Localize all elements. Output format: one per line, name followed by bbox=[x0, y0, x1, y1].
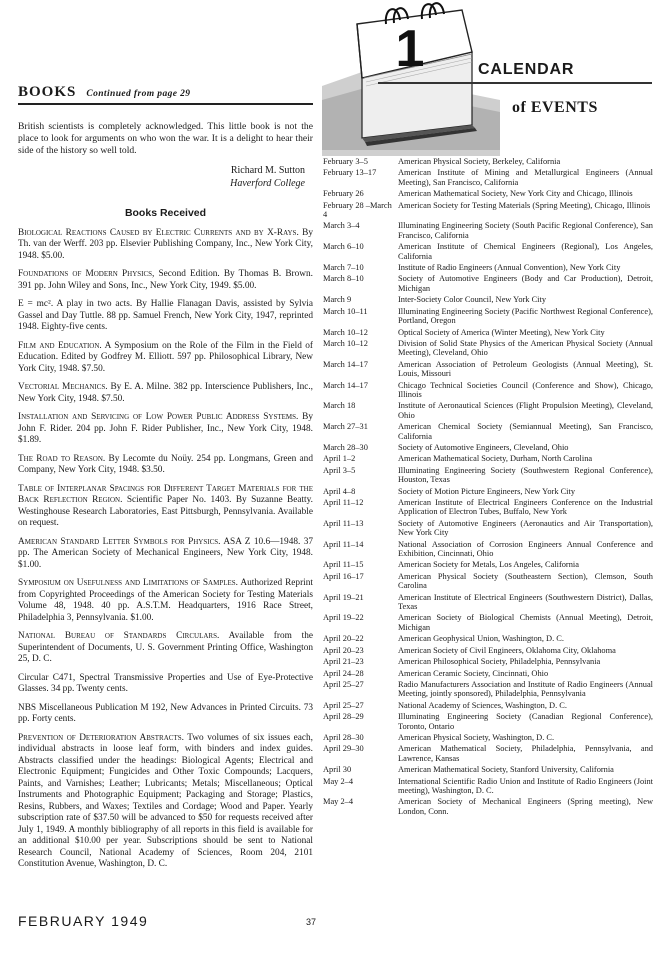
book-entry bbox=[18, 382, 313, 405]
event-date: February 26 bbox=[323, 189, 364, 199]
section-title: BOOKS bbox=[18, 84, 77, 100]
event-date: April 28–30 bbox=[323, 732, 364, 742]
event-row bbox=[323, 712, 653, 731]
event-date: March 9 bbox=[323, 295, 352, 305]
books-received-heading: Books Received bbox=[124, 206, 207, 219]
event-description: American Institute of Electrical Engineers (Southwestern District), Dallas, Texas bbox=[398, 592, 653, 612]
book-entry-details: Circular C471, Spectral Transmissive Properties and Use of Eye-Protective Glasses. 34 pp. Twenty cents. bbox=[18, 672, 313, 695]
book-entry bbox=[18, 412, 313, 447]
event-date: March 8–10 bbox=[323, 274, 364, 284]
event-row bbox=[323, 157, 653, 166]
event-row bbox=[323, 466, 653, 485]
event-description: American Geophysical Union, Washington, D. C. bbox=[398, 634, 564, 644]
book-entry-title: Biological Reactions Caused by Electric Currents and by X-Rays. bbox=[18, 227, 299, 238]
event-row bbox=[323, 221, 653, 240]
book-entry bbox=[18, 228, 313, 263]
book-entry-details: Second Edition. By Thomas B. Brown. 391 pp. John Wiley and Sons, Inc., New York City, 1949. $5.00. bbox=[18, 269, 313, 291]
event-row bbox=[323, 572, 653, 591]
event-description: American Physical Society, Washington, D. C. bbox=[398, 732, 555, 742]
event-description: American Institute of Electrical Engineers Conference on the Industrial Application of Electron Tubes, Buffalo, New York bbox=[398, 498, 653, 517]
book-entry bbox=[18, 454, 313, 477]
event-date: April 25–27 bbox=[323, 700, 364, 710]
book-entry-details: NBS Miscellaneous Publication M 192, New Advances in Printed Circuits. 73 pp. Forty cents. bbox=[18, 702, 313, 725]
event-date: April 21–23 bbox=[323, 657, 364, 667]
event-row bbox=[323, 593, 653, 612]
event-description: American Society of Biological Chemists (Annual Meeting), Detroit, Michigan bbox=[398, 613, 653, 632]
event-row bbox=[323, 168, 653, 187]
event-date: April 28–29 bbox=[323, 712, 364, 722]
book-entry bbox=[18, 341, 313, 376]
calendar-pad-illustration bbox=[322, 0, 500, 156]
book-entry-title: Installation and Servicing of Low Power Public Address Systems. bbox=[18, 412, 299, 423]
event-description: Optical Society of America (Winter Meeting), New York City bbox=[398, 327, 605, 337]
book-entry-title: Film and Education. bbox=[18, 340, 102, 351]
event-description: American Philosophical Society, Philadelphia, Pennsylvania bbox=[398, 657, 601, 667]
event-row bbox=[323, 613, 653, 632]
event-date: April 1–2 bbox=[323, 454, 356, 464]
book-entry-details: By John F. Rider. 204 pp. John F. Rider Publisher, Inc., New York City, 1948. $1.89. bbox=[18, 412, 313, 446]
event-row bbox=[323, 680, 653, 699]
event-date: February 3–5 bbox=[323, 157, 368, 166]
event-description: American Society for Metals, Los Angeles, California bbox=[398, 560, 579, 570]
event-date: April 16–17 bbox=[323, 571, 364, 581]
book-entry bbox=[18, 484, 313, 530]
event-date: March 28–30 bbox=[323, 442, 368, 452]
book-entry bbox=[18, 269, 313, 292]
event-description: National Academy of Sciences, Washington, D. C. bbox=[398, 700, 567, 710]
book-entry-title: Table of Interplanar Spacings for Different Target Materials for the Back Reflection Region. bbox=[18, 483, 313, 506]
book-entry bbox=[18, 537, 313, 572]
book-entry-details: Available from the Superintendent of Documents, U. S. Government Printing Office, Washington 25, D. C. bbox=[18, 631, 314, 665]
event-row bbox=[323, 634, 653, 643]
book-entry-details: Authorized Reprint from Copyrighted Proceedings of the American Society for Testing Materials Volume 48, 1948. 40 pp. A.S.T.M. Headquarters, 1916 Race Street, Philadelphia 3, Pennsylvania. $1.00. bbox=[18, 578, 313, 623]
books-column bbox=[18, 84, 313, 878]
book-entry-title: Foundations of Modern Physics, bbox=[18, 269, 155, 280]
event-date: April 11–14 bbox=[323, 539, 364, 549]
event-row bbox=[323, 657, 653, 666]
event-date: April 19–21 bbox=[323, 592, 364, 602]
event-description: Division of Solid State Physics of the American Physical Society (Annual Meeting), Cleveland, Ohio bbox=[398, 338, 653, 358]
reviewer-affiliation: Haverford College bbox=[230, 177, 305, 189]
event-date: April 29–30 bbox=[323, 744, 364, 754]
event-row bbox=[323, 733, 653, 742]
book-entry-details: Two volumes of six issues each, individual abstracts in loose leaf form, with binders and index guides. Abstracts classified under the headings: Biological Agents; Electrical and Electronic Equipment; Fungicides and Other Toxic Compounds; Lacquers, Paints, and Varnishes; Leather; Lubricants; Metals; Miscellaneous; Optical Instruments and Photographic Equipment; Packaging and Storage; Plastics, Resins, Rubbers, and Waxes; Textiles and Cordage; Wood and Paper. Yearly subscription rate of $37.50 will be advanced to $50 for requests received after July 1, 1949. A monthly bibliography of all reports in this field is available for an additional $10.00 per year. Subscriptions should be sent to National Research Council, National Academy of Sciences, Room 204, 2101 Constitution Avenue, Washington, D. C. bbox=[18, 732, 313, 870]
event-description: Illuminating Engineering Society (Southwestern Regional Conference), Houston, Texas bbox=[398, 465, 653, 485]
event-date: April 4–8 bbox=[323, 486, 356, 496]
event-date: April 19–22 bbox=[323, 613, 364, 623]
event-date: March 10–12 bbox=[323, 327, 368, 337]
event-row bbox=[323, 744, 653, 763]
event-row bbox=[323, 669, 653, 678]
book-entry-title: The Road to Reason. bbox=[18, 453, 106, 464]
event-row bbox=[323, 454, 653, 463]
event-date: April 11–15 bbox=[323, 560, 364, 570]
event-row bbox=[323, 646, 653, 655]
event-row bbox=[323, 540, 653, 559]
event-date: April 11–13 bbox=[323, 518, 364, 528]
event-date: April 3–5 bbox=[323, 465, 356, 475]
event-date: April 30 bbox=[323, 765, 352, 775]
footer-issue-date: FEBRUARY 1949 bbox=[18, 913, 149, 929]
event-description: American Association of Petroleum Geologists (Annual Meeting), St. Louis, Missouri bbox=[398, 359, 653, 379]
book-entry bbox=[18, 673, 313, 696]
event-date: March 18 bbox=[323, 401, 356, 411]
event-date: April 11–12 bbox=[323, 498, 364, 507]
event-date: April 20–23 bbox=[323, 645, 364, 655]
event-row bbox=[323, 443, 653, 452]
event-row bbox=[323, 487, 653, 496]
event-row bbox=[323, 381, 653, 400]
book-entry-details: Scientific Paper No. 1403. By Suzanne Beatty. Westinghouse Research Laboratories, East Pittsburgh, Pennsylvania. Available on request. bbox=[18, 495, 313, 529]
book-entry-title: American Standard Letter Symbols for Physics. bbox=[18, 536, 221, 547]
book-entry-title: National Bureau of Standards Circulars. bbox=[18, 631, 220, 642]
event-date: April 24–28 bbox=[323, 668, 364, 678]
event-date: March 14–17 bbox=[323, 359, 368, 369]
event-row bbox=[323, 701, 653, 710]
event-date: March 10–11 bbox=[323, 306, 368, 316]
event-description: American Mathematical Society, Durham, North Carolina bbox=[398, 454, 593, 464]
intro-paragraph: British scientists is completely acknowledged. This little book is not the place to look for arguments on who won the war. It is a delight to hear their side of the history so well told. bbox=[18, 121, 313, 157]
event-row bbox=[323, 401, 653, 420]
book-entry bbox=[18, 578, 313, 624]
event-description: American Mathematical Society, Stanford University, California bbox=[398, 765, 614, 775]
event-description: American Physical Society (Southeastern Section), Clemson, South Carolina bbox=[398, 571, 653, 591]
event-description: Illuminating Engineering Society (Pacific Northwest Regional Conference), Portland, Oregon bbox=[398, 306, 653, 326]
event-description: American Society of Mechanical Engineers (Spring meeting), New London, Conn. bbox=[398, 797, 653, 816]
page-number: 37 bbox=[306, 917, 317, 927]
event-description: Radio Manufacturers Association and Institute of Radio Engineers (Annual Meeting, jointly sponsored), Philadelphia, Pennsylvania bbox=[398, 679, 653, 699]
event-description: Society of Automotive Engineers (Body and Car Production), Detroit, Michigan bbox=[398, 274, 653, 293]
event-description: American Institute of Mining and Metallurgical Engineers (Annual Meeting), San Francisco, California bbox=[398, 168, 653, 187]
event-date: March 6–10 bbox=[323, 242, 364, 252]
event-date: March 10–12 bbox=[323, 338, 368, 348]
books-received-list bbox=[18, 228, 313, 871]
event-row bbox=[323, 560, 653, 569]
event-date: March 7–10 bbox=[323, 263, 364, 273]
event-row bbox=[323, 189, 653, 198]
events-list bbox=[323, 157, 653, 818]
event-date: March 3–4 bbox=[323, 221, 360, 231]
event-row bbox=[323, 263, 653, 272]
event-row bbox=[323, 328, 653, 337]
book-entry-details: A Symposium on the Role of the Film in the Field of Education. Edited by Godfrey M. Elliott. 597 pp. Philosophical Library, New York City, 1948. $7.50. bbox=[18, 340, 313, 374]
event-row bbox=[323, 765, 653, 774]
event-description: International Scientific Radio Union and Institute of Radio Engineers (Joint meeting), Washington, D. C. bbox=[398, 776, 653, 795]
event-row bbox=[323, 274, 653, 293]
event-description: Society of Automotive Engineers (Aeronautics and Air Transportation), New York City bbox=[398, 518, 653, 538]
event-description: Institute of Radio Engineers (Annual Convention), New York City bbox=[398, 263, 621, 273]
book-entry bbox=[18, 299, 313, 334]
event-description: American Mathematical Society, Philadelphia, Pennsylvania, and Lawrence, Kansas bbox=[398, 744, 653, 763]
event-row bbox=[323, 777, 653, 796]
event-description: Institute of Aeronautical Sciences (Flight Propulsion Meeting), Cleveland, Ohio bbox=[398, 401, 653, 420]
event-row bbox=[323, 422, 653, 441]
event-description: Illuminating Engineering Society (South Pacific Regional Conference), San Francisco, California bbox=[398, 221, 653, 240]
event-date: April 20–22 bbox=[323, 634, 364, 644]
calendar-subtitle: of EVENTS bbox=[512, 99, 598, 116]
event-description: American Society for Testing Materials (Spring Meeting), Chicago, Illinois bbox=[398, 200, 651, 210]
book-entry-title: Symposium on Usefulness and Limitations of Samples. bbox=[18, 578, 238, 589]
event-row bbox=[323, 339, 653, 358]
event-description: American Chemical Society (Semiannual Meeting), San Francisco, California bbox=[398, 422, 653, 441]
book-entry-details: ASA Z 10.6—1948. 37 pp. The American Society of Mechanical Engineers, New York City, 1948. $1.00. bbox=[18, 536, 313, 570]
book-entry bbox=[18, 703, 313, 726]
event-description: American Society of Civil Engineers, Oklahoma City, Oklahoma bbox=[398, 645, 616, 655]
event-description: American Ceramic Society, Cincinnati, Ohio bbox=[398, 668, 549, 678]
event-row bbox=[323, 295, 653, 304]
event-row bbox=[323, 498, 653, 517]
event-row bbox=[323, 519, 653, 538]
event-date: March 27–31 bbox=[323, 422, 368, 432]
event-date: February 28 –March 4 bbox=[323, 200, 392, 220]
event-description: American Mathematical Society, New York City and Chicago, Illinois bbox=[398, 189, 633, 199]
book-entry-details: By Th. van der Werff. 203 pp. Elsevier Publishing Company, Inc., New York City, 1948. $5.00. bbox=[18, 227, 313, 261]
event-description: American Physical Society, Berkeley, California bbox=[398, 157, 561, 166]
event-date: February 13–17 bbox=[323, 168, 377, 178]
event-description: Inter-Society Color Council, New York City bbox=[398, 295, 547, 305]
calendar-title-rule bbox=[378, 82, 652, 84]
event-description: Society of Motion Picture Engineers, New York City bbox=[398, 486, 576, 496]
event-description: Chicago Technical Societies Council (Conference and Show), Chicago, Illinois bbox=[398, 380, 653, 399]
event-date: April 25–27 bbox=[323, 679, 364, 689]
event-description: National Association of Corrosion Engineers Annual Conference and Exhibition, Cincinnati, Ohio bbox=[398, 539, 653, 559]
reviewer-name: Richard M. Sutton bbox=[230, 164, 305, 176]
event-description: Society of Automotive Engineers, Cleveland, Ohio bbox=[398, 442, 569, 452]
book-entry-details: By Lecomte du Noüy. 254 pp. Longmans, Green and Company, New York City, 1948. $3.50. bbox=[18, 453, 313, 476]
book-entry-details: By E. A. Milne. 382 pp. Interscience Publishers, Inc., New York City, 1948. $7.50. bbox=[18, 382, 313, 404]
event-description: Illuminating Engineering Society (Canadian Regional Conference), Toronto, Ontario bbox=[398, 712, 653, 731]
event-row bbox=[323, 307, 653, 326]
continued-note: Continued from page 29 bbox=[86, 89, 191, 99]
book-entry bbox=[18, 733, 313, 871]
event-date: March 14–17 bbox=[323, 380, 368, 390]
book-entry-details: E = mc². A play in two acts. By Hallie Flanagan Davis, assisted by Sylvia Gassel and Day Tuttle. 88 pp. Samuel French, New York City, 1947, reprinted 1948. Eighty-five cents. bbox=[18, 299, 313, 333]
event-date: May 2–4 bbox=[323, 776, 354, 786]
reviewer-signature bbox=[18, 164, 313, 190]
event-row bbox=[323, 360, 653, 379]
calendar-big-number: 1 bbox=[395, 20, 425, 78]
event-row bbox=[323, 201, 653, 220]
calendar-title: CALENDAR bbox=[478, 61, 575, 78]
books-header bbox=[18, 84, 313, 105]
book-entry-title: Prevention of Deterioration Abstracts. bbox=[18, 732, 184, 743]
book-entry bbox=[18, 631, 313, 666]
book-entry-title: Vectorial Mechanics. bbox=[18, 382, 108, 393]
event-row bbox=[323, 242, 653, 261]
event-row bbox=[323, 797, 653, 816]
event-date: May 2–4 bbox=[323, 797, 354, 807]
event-description: American Institute of Chemical Engineers (Regional), Los Angeles, California bbox=[398, 242, 653, 261]
